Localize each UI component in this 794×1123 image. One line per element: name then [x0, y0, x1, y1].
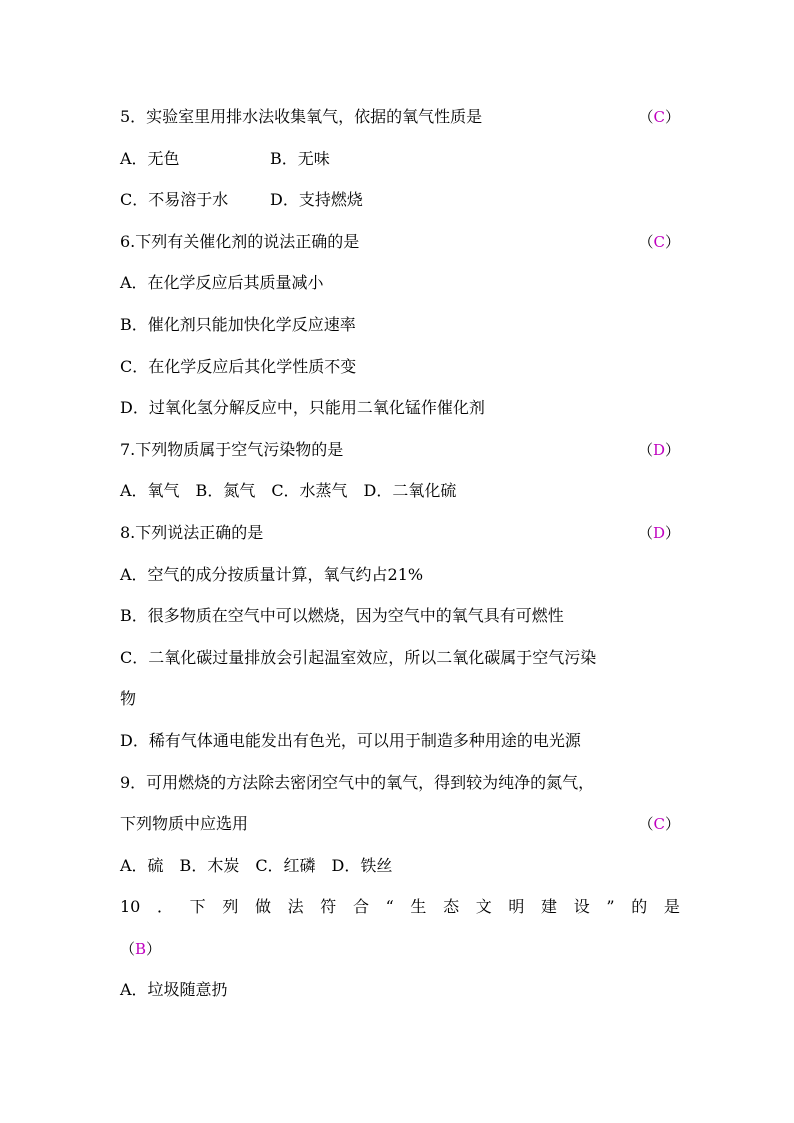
question-10-answer: （B） [120, 939, 162, 958]
question-10-char: 合 [352, 897, 369, 917]
question-6-text: 6.下列有关催化剂的说法正确的是 [120, 231, 360, 251]
question-9-answer: （C） [638, 815, 680, 834]
question-10-char: 法 [287, 897, 304, 917]
question-10-char: “ [385, 897, 394, 917]
question-7-stem [120, 433, 680, 475]
question-10-char: 下 [189, 897, 206, 917]
question-9-text: 下列物质中应选用 [120, 814, 249, 834]
option-10a: A．垃圾随意扔 [120, 980, 228, 1000]
question-6-answer: （C） [638, 232, 680, 251]
question-10-char: 态 [443, 897, 460, 917]
question-10-char: 符 [320, 897, 337, 917]
option-5b: B．无味 [270, 148, 330, 168]
option-8c-line1: C．二氧化碳过量排放会引起温室效应，所以二氧化碳属于空气污染 [120, 647, 597, 667]
question-7-text: 7.下列物质属于空气污染物的是 [120, 439, 344, 459]
option-5c: C．不易溶于水 [120, 190, 229, 210]
question-10-char: 是 [663, 897, 680, 917]
question-5-stem [120, 100, 680, 142]
option-6d: D．过氧化氢分解反应中，只能用二氧化锰作催化剂 [120, 398, 485, 418]
option-5a: A．无色 [120, 148, 180, 168]
question-10-char: 列 [222, 897, 239, 917]
question-5-text: 5．实验室里用排水法收集氧气，依据的氧气性质是 [120, 107, 483, 126]
question-10-char: 生 [410, 897, 427, 917]
question-6-stem [120, 225, 680, 267]
question-10-char: 建 [541, 897, 558, 917]
question-5-options-cd [120, 183, 680, 225]
question-10-char: 做 [254, 897, 271, 917]
question-10-char: 的 [631, 897, 648, 917]
question-9-options: A．硫 B．木炭 C．红磷 D．铁丝 [120, 855, 393, 875]
question-10-char: 明 [508, 897, 525, 917]
worksheet-page [120, 100, 680, 1015]
option-6c: C．在化学反应后其化学性质不变 [120, 356, 357, 376]
question-8-answer: （D） [637, 523, 680, 542]
question-10-char: 设 [573, 897, 590, 917]
question-10-char: 10 [120, 897, 141, 917]
question-5-answer: （C） [638, 108, 680, 126]
question-10-answer-line [120, 932, 680, 974]
question-8-text: 8.下列说法正确的是 [120, 522, 264, 542]
question-5-options-ab [120, 142, 680, 184]
question-7-answer: （D） [637, 440, 680, 459]
option-5d: D．支持燃烧 [270, 190, 363, 210]
option-8c-line2: 物 [120, 689, 137, 709]
option-8d: D．稀有气体通电能发出有色光，可以用于制造多种用途的电光源 [120, 730, 581, 750]
question-10-stem [120, 890, 680, 932]
option-8b: B．很多物质在空气中可以燃烧，因为空气中的氧气具有可燃性 [120, 606, 564, 626]
question-10-char: ” [606, 897, 615, 917]
question-10-char: 文 [475, 897, 492, 917]
option-6b: B．催化剂只能加快化学反应速率 [120, 314, 356, 334]
question-9-stem-line1: 9．可用燃烧的方法除去密闭空气中的氧气，得到较为纯净的氮气， [120, 772, 595, 792]
question-10-char: ． [157, 897, 174, 917]
option-6a: A．在化学反应后其质量减小 [120, 273, 324, 293]
question-7-options: A．氧气 B．氮气 C．水蒸气 D．二氧化硫 [120, 481, 457, 501]
question-9-stem-line2 [120, 807, 680, 849]
option-8a: A．空气的成分按质量计算，氧气约占21% [120, 564, 424, 584]
question-8-stem [120, 516, 680, 558]
